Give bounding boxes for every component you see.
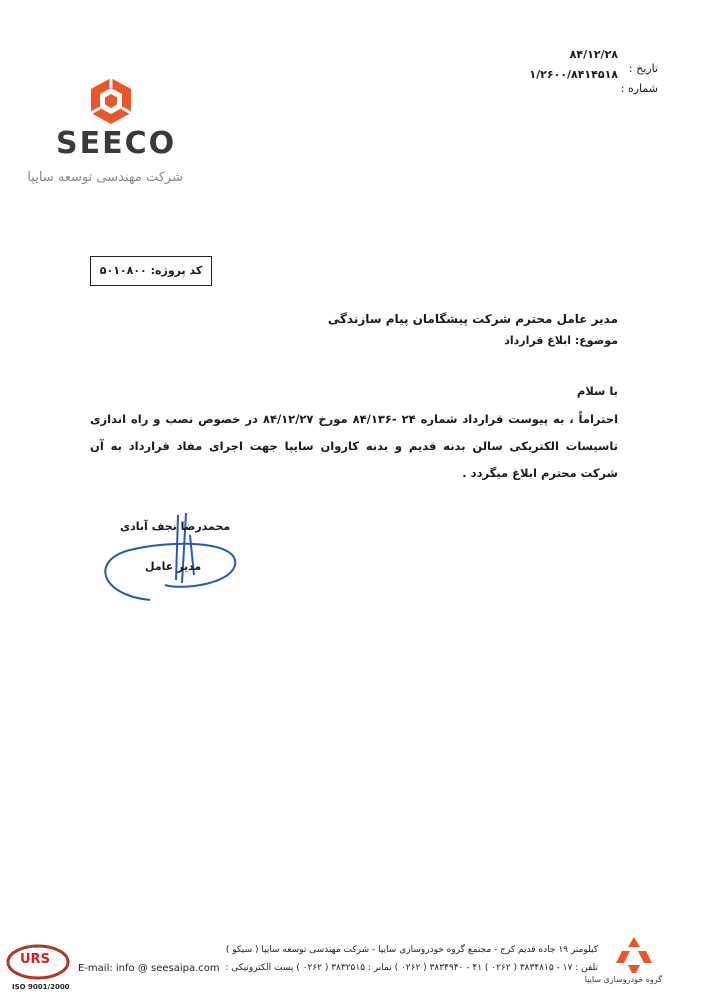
saipa-group-name: گروه خودروسازی سایپا <box>584 975 662 984</box>
signatory-title: مدیر عامل <box>145 560 202 573</box>
number-label: شماره : <box>620 82 658 95</box>
footer-phones: تلفن : ۱۷ - ۳۸۳۴۸۱۵ ( ۰۲۶۲ ) ۴۱ - ۳۸۳۴۹۴۰ ( ۰۲۶۲ ) نمابر : ۳۸۳۲۵۱۵ ( ۰۲۶۲ ) پست الکترونیکی : <box>225 963 598 973</box>
greeting: با سلام <box>576 384 618 398</box>
iso-text: ISO 9001/2000 <box>12 983 70 991</box>
footer-email: E-mail: info @ seesaipa.com <box>78 963 220 974</box>
number-value: ۱/۲۶۰۰/۸۴۱۴۵۱۸ <box>529 68 618 81</box>
brand-name: SEECO <box>56 126 177 161</box>
seeco-logo-icon <box>86 76 136 126</box>
date-label: تاریخ : <box>628 62 658 75</box>
urs-text: URS <box>20 952 50 967</box>
recipient: مدیر عامل محترم شرکت پیشگامان پیام سازندگی <box>327 312 618 326</box>
date-value: ۸۴/۱۲/۲۸ <box>569 48 618 61</box>
subject: موضوع: ابلاغ قرارداد <box>504 334 618 347</box>
letter-body: احتراماً ، به پیوست قرارداد شماره ۲۴ -۸۴/۱۳۶ مورخ ۸۴/۱۲/۲۷ در خصوص نصب و راه اندازی تاسیسات الکتریکی سالن بدنه قدیم و بدنه کاروان سایپا جهت اجرای مفاد قرارداد به آن شرکت محترم ابلاغ میگردد . <box>90 412 619 480</box>
footer-address: کیلومتر ۱۹ جاده قدیم کرج - مجتمع گروه خودروسازی سایپا - شرکت مهندسی توسعه سایپا ( سیکو ) <box>225 945 598 955</box>
project-code: کد پروژه: ۵۰۱۰۸۰۰ <box>90 256 212 286</box>
signatory-name: محمدرضا نجف آبادی <box>120 520 231 533</box>
saipa-group-logo <box>612 935 656 975</box>
company-name: شرکت مهندسی توسعه سایپا <box>27 170 183 185</box>
